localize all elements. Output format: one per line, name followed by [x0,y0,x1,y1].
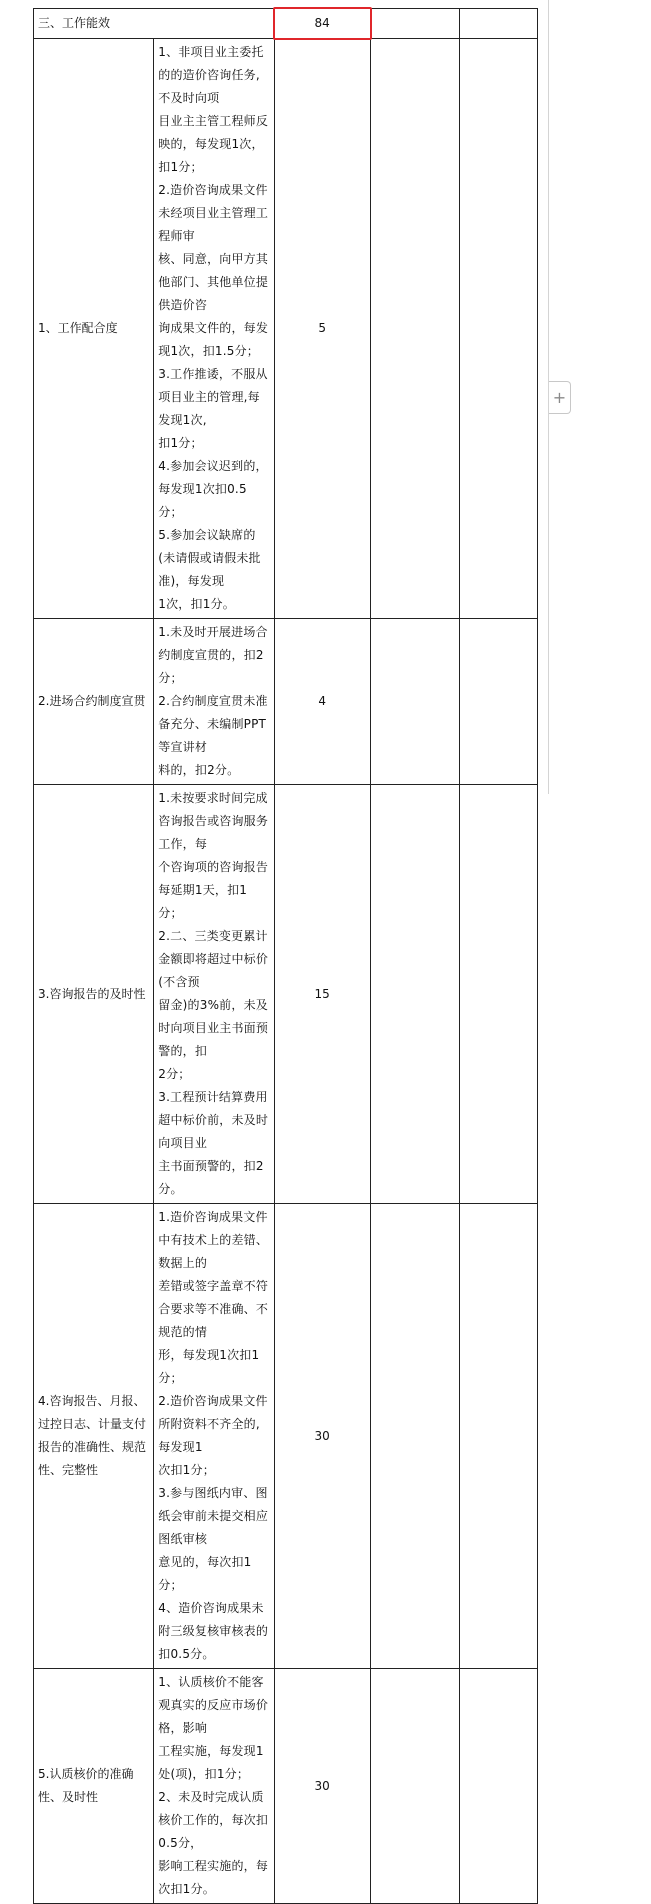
selection-highlight [273,7,372,40]
empty-cell [370,9,459,39]
desc-line: 1、非项目业主委托的的造价咨询任务,不及时向项 [158,45,264,105]
row-score: 4 [274,619,370,785]
desc-line: 核、同意，向甲方其他部门、其他单位提供造价咨 [158,252,269,312]
empty-cell [370,619,459,785]
desc-line: 3.参与图纸内审、图纸会审前未提交相应图纸审核 [158,1486,269,1546]
row-score: 15 [274,785,370,1204]
desc-line: 意见的，每次扣1分； [158,1555,252,1592]
table-row [34,39,538,619]
add-row-button[interactable] [549,381,571,414]
row-score: 5 [274,39,370,619]
desc-line: 1次，扣1分。 [158,597,235,611]
desc-line: 询成果文件的，每发现1次，扣1.5分； [158,321,269,358]
section-total-score[interactable] [274,9,370,39]
desc-line: 留金)的3%前，未及时向项目业主书面预警的，扣 [158,998,269,1058]
desc-line: 1、认质核价不能客观真实的反应市场价格，影响 [158,1675,269,1735]
desc-line: 形，每发现1次扣1分； [158,1348,260,1385]
row-category: 3.咨询报告的及时性 [34,785,154,1204]
row-description [154,619,274,785]
empty-cell [460,619,538,785]
row-description [154,39,274,619]
empty-cell [370,1204,459,1669]
row-score: 30 [274,1204,370,1669]
row-description [154,1204,274,1669]
desc-line: 次扣1分； [158,1463,215,1477]
desc-line: 目业主主管工程师反映的，每发现1次，扣1分； [158,114,269,174]
row-description [154,1669,274,1904]
empty-cell [460,1669,538,1904]
row-description [154,785,274,1204]
desc-line: 2.造价咨询成果文件所附资料不齐全的,每发现1 [158,1394,268,1454]
desc-line: 2分； [158,1067,191,1081]
desc-line: 扣1分； [158,436,203,450]
desc-line: 个咨询项的咨询报告每延期1天，扣1分； [158,860,269,920]
empty-cell [370,785,459,1204]
desc-line: 工程实施，每发现1处(项)，扣1分； [158,1744,264,1781]
desc-line: 1.未按要求时间完成咨询报告或咨询服务工作，每 [158,791,269,851]
desc-line: 料的，扣2分。 [158,763,240,777]
desc-line: 主书面预警的，扣2分。 [158,1159,264,1196]
desc-line: 4.参加会议迟到的，每发现1次扣0.5分； [158,459,268,519]
empty-cell [460,1204,538,1669]
desc-line: 3.工程预计结算费用超中标价前，未及时向项目业 [158,1090,269,1150]
empty-cell [370,39,459,619]
table-row [34,1669,538,1904]
row-score: 30 [274,1669,370,1904]
section-score-value: 84 [314,16,330,30]
desc-line: 1.未及时开展进场合约制度宣贯的，扣2分； [158,625,268,685]
table-row [34,619,538,785]
table-row [34,785,538,1204]
evaluation-table [33,8,538,1904]
desc-line: 2.造价咨询成果文件未经项目业主管理工程师审 [158,183,269,243]
row-category: 1、工作配合度 [34,39,154,619]
row-category: 4.咨询报告、月报、过控日志、计量支付报告的准确性、规范性、完整性 [34,1204,154,1669]
row-category: 2.进场合约制度宣贯 [34,619,154,785]
empty-cell [460,39,538,619]
section-title: 三、工作能效 [34,9,275,39]
plus-icon: + [552,388,567,407]
section-header-row [34,9,538,39]
empty-cell [460,785,538,1204]
desc-line: 2.合约制度宣贯未准备充分、未编制PPT等宣讲材 [158,694,268,754]
desc-line: 2.二、三类变更累计金额即将超过中标价(不含预 [158,929,269,989]
desc-line: 4、造价咨询成果未附三级复核审核表的扣0.5分。 [158,1601,269,1661]
desc-line: 影响工程实施的，每次扣1分。 [158,1859,269,1896]
desc-line: 3.工作推诿，不服从项目业主的管理,每发现1次, [158,367,268,427]
empty-cell [460,9,538,39]
empty-cell [370,1669,459,1904]
table-row [34,1204,538,1669]
desc-line: 5.参加会议缺席的(未请假或请假未批准)，每发现 [158,528,261,588]
desc-line: 1.造价咨询成果文件中有技术上的差错、数据上的 [158,1210,269,1270]
desc-line: 差错或签字盖章不符合要求等不准确、不规范的情 [158,1279,269,1339]
desc-line: 2、未及时完成认质核价工作的，每次扣0.5分， [158,1790,269,1850]
row-category: 5.认质核价的准确性、及时性 [34,1669,154,1904]
